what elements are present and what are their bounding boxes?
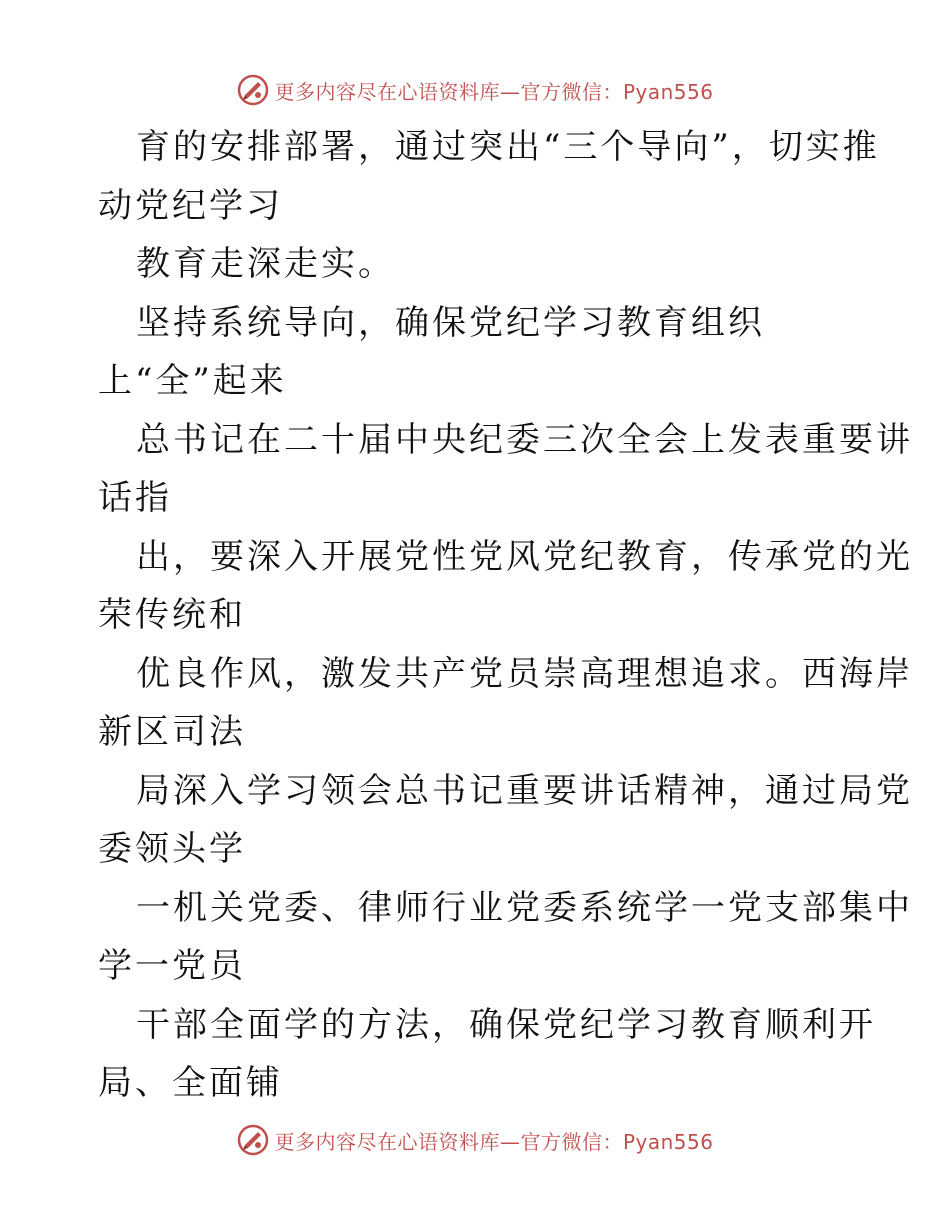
paragraph-line: 局、全面铺	[98, 1063, 283, 1103]
paragraph-line: 委领头学	[98, 829, 246, 869]
paragraph-line: 局深入学习领会总书记重要讲话精神，通过局党	[136, 770, 913, 811]
paragraph-line: 话指	[98, 478, 172, 518]
paragraph-line: 新区司法	[98, 712, 246, 752]
footer-watermark	[0, 1120, 950, 1160]
paragraph-line: 动党纪学习	[98, 185, 283, 226]
paragraph-line: 教育走深走实。	[136, 244, 395, 284]
paragraph-line: 上“全”起来	[98, 361, 287, 401]
pen-heart-logo-icon	[236, 1123, 270, 1157]
document-body	[98, 118, 913, 1113]
paragraph-line: 总书记在二十届中央纪委三次全会上发表重要讲	[136, 419, 913, 460]
watermark-text: 更多内容尽在心语资料库—官方微信：Pyan556	[274, 79, 714, 104]
paragraph-line: 育的安排部署，通过突出“三个导向”，切实推	[136, 127, 880, 167]
paragraph-line: 学一党员	[98, 946, 246, 986]
watermark-text: 更多内容尽在心语资料库—官方微信：Pyan556	[274, 1129, 714, 1154]
paragraph-line: 坚持系统导向，确保党纪学习教育组织	[136, 302, 765, 343]
paragraph-line: 干部全面学的方法，确保党纪学习教育顺利开	[136, 1004, 876, 1045]
pen-heart-logo-icon	[236, 73, 270, 107]
paragraph-line: 一机关党委、律师行业党委系统学一党支部集中	[136, 887, 913, 928]
paragraph-line: 出，要深入开展党性党风党纪教育，传承党的光	[136, 536, 913, 577]
paragraph-line: 优良作风，激发共产党员崇高理想追求。西海岸	[136, 653, 913, 694]
paragraph-line: 荣传统和	[98, 595, 246, 635]
header-watermark	[0, 70, 950, 110]
